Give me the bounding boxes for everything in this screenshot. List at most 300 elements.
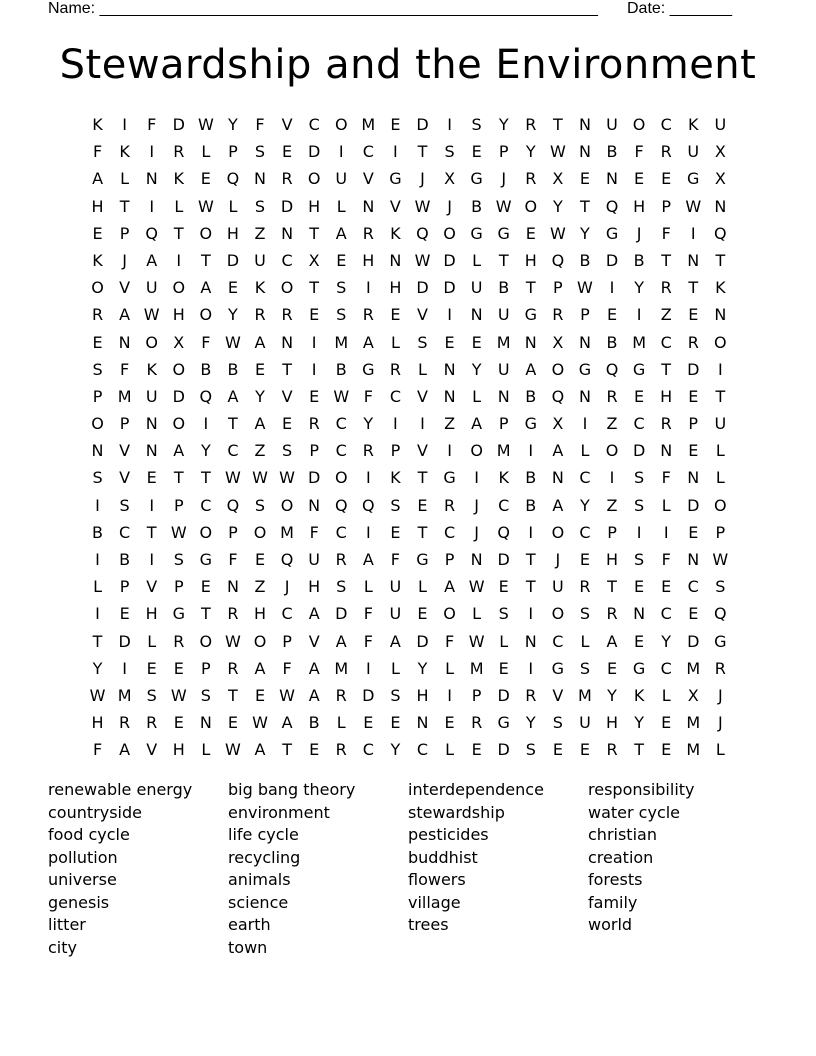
grid-letter[interactable]: O [253, 522, 267, 542]
grid-letter[interactable]: L [174, 196, 184, 216]
grid-letter[interactable]: R [281, 169, 293, 189]
grid-letter[interactable]: T [688, 278, 699, 298]
grid-letter[interactable]: Q [334, 495, 348, 515]
grid-letter[interactable]: B [308, 713, 320, 733]
grid-letter[interactable]: S [336, 305, 347, 325]
grid-letter[interactable]: E [282, 142, 293, 162]
grid-letter[interactable]: H [389, 278, 402, 298]
grid-letter[interactable]: F [661, 468, 671, 488]
grid-letter[interactable]: A [335, 223, 347, 243]
grid-letter[interactable]: Y [634, 713, 644, 733]
grid-letter[interactable]: S [200, 685, 211, 705]
grid-letter[interactable]: V [146, 577, 158, 597]
grid-letter[interactable]: W [333, 386, 350, 406]
grid-letter[interactable]: B [525, 495, 537, 515]
grid-letter[interactable]: E [552, 740, 563, 760]
grid-letter[interactable]: R [362, 441, 374, 461]
grid-letter[interactable]: D [687, 631, 700, 651]
grid-letter[interactable]: W [170, 522, 187, 542]
grid-letter[interactable]: L [445, 658, 455, 678]
grid-letter[interactable]: E [336, 250, 347, 270]
grid-letter[interactable]: L [336, 196, 346, 216]
grid-letter[interactable]: W [549, 142, 566, 162]
grid-letter[interactable]: M [496, 332, 511, 352]
grid-letter[interactable]: E [254, 550, 266, 569]
grid-letter[interactable]: B [606, 332, 618, 352]
grid-letter[interactable]: I [474, 468, 479, 488]
grid-letter[interactable]: A [606, 631, 618, 651]
grid-letter[interactable]: I [311, 359, 317, 379]
grid-letter[interactable]: L [120, 169, 130, 189]
grid-letter[interactable]: C [579, 522, 591, 542]
grid-letter[interactable]: E [579, 169, 590, 189]
grid-letter[interactable]: D [687, 359, 700, 379]
grid-letter[interactable]: I [122, 658, 127, 678]
grid-letter[interactable]: L [580, 631, 590, 651]
grid-letter[interactable]: R [308, 414, 320, 434]
grid-letter[interactable]: C [416, 740, 429, 760]
grid-letter[interactable]: R [146, 713, 158, 733]
grid-letter[interactable]: O [632, 115, 646, 134]
grid-letter[interactable]: Z [606, 414, 618, 434]
grid-letter[interactable]: U [145, 278, 158, 298]
grid-letter[interactable]: S [634, 550, 645, 569]
grid-letter[interactable]: I [95, 495, 100, 515]
grid-letter[interactable]: E [417, 495, 428, 515]
grid-letter[interactable]: Y [390, 740, 401, 760]
grid-letter[interactable]: E [309, 386, 320, 406]
grid-letter[interactable]: G [632, 359, 646, 379]
grid-letter[interactable]: P [688, 414, 699, 434]
grid-letter[interactable]: N [578, 386, 591, 406]
grid-letter[interactable]: W [225, 332, 241, 352]
grid-letter[interactable]: V [552, 685, 564, 705]
grid-letter[interactable]: O [524, 196, 538, 216]
grid-letter[interactable]: C [660, 332, 672, 352]
grid-letter[interactable]: I [663, 522, 669, 542]
grid-letter[interactable]: L [390, 332, 400, 352]
grid-letter[interactable]: O [280, 495, 294, 515]
grid-letter[interactable]: R [227, 604, 239, 624]
grid-letter[interactable]: P [498, 414, 509, 434]
grid-letter[interactable]: P [661, 196, 671, 216]
grid-letter[interactable]: N [660, 441, 673, 461]
grid-letter[interactable]: M [496, 441, 511, 461]
grid-letter[interactable]: N [91, 441, 104, 461]
grid-letter[interactable]: W [197, 115, 214, 134]
grid-letter[interactable]: E [227, 713, 238, 733]
grid-letter[interactable]: C [552, 631, 564, 651]
grid-letter[interactable]: G [714, 631, 727, 651]
grid-letter[interactable]: C [362, 142, 374, 162]
grid-letter[interactable]: E [634, 169, 645, 189]
grid-letter[interactable]: E [390, 522, 401, 542]
grid-letter[interactable]: W [577, 278, 593, 298]
grid-letter[interactable]: H [145, 604, 158, 624]
grid-letter[interactable]: F [363, 631, 373, 651]
grid-letter[interactable]: E [390, 115, 401, 134]
grid-letter[interactable]: U [470, 278, 483, 298]
grid-letter[interactable]: I [420, 414, 425, 434]
grid-letter[interactable]: L [499, 631, 509, 651]
grid-letter[interactable]: I [609, 278, 615, 298]
grid-letter[interactable]: P [173, 577, 184, 597]
grid-letter[interactable]: E [688, 604, 699, 624]
grid-letter[interactable]: S [119, 495, 130, 515]
grid-letter[interactable]: S [254, 495, 266, 515]
grid-letter[interactable]: O [172, 359, 186, 379]
grid-letter[interactable]: R [173, 631, 185, 651]
grid-letter[interactable]: M [117, 685, 132, 705]
grid-letter[interactable]: R [281, 305, 293, 325]
grid-letter[interactable]: S [336, 577, 347, 597]
grid-letter[interactable]: R [443, 495, 456, 515]
grid-letter[interactable]: W [89, 685, 106, 705]
grid-letter[interactable]: E [606, 658, 618, 678]
grid-letter[interactable]: T [228, 414, 238, 434]
grid-letter[interactable]: F [92, 740, 103, 760]
grid-letter[interactable]: Y [471, 359, 482, 379]
grid-letter[interactable]: J [501, 169, 507, 189]
grid-letter[interactable]: T [661, 250, 672, 270]
grid-letter[interactable]: G [497, 713, 510, 733]
grid-letter[interactable]: M [334, 332, 349, 352]
grid-letter[interactable]: V [281, 115, 293, 134]
grid-letter[interactable]: P [92, 386, 103, 406]
grid-letter[interactable]: B [498, 278, 510, 298]
grid-letter[interactable]: T [119, 196, 130, 216]
grid-letter[interactable]: Z [254, 577, 266, 597]
grid-letter[interactable]: I [447, 115, 452, 134]
grid-letter[interactable]: R [173, 142, 185, 162]
grid-letter[interactable]: I [528, 441, 534, 461]
grid-letter[interactable]: O [334, 468, 348, 488]
grid-letter[interactable]: U [579, 713, 591, 733]
grid-letter[interactable]: F [634, 142, 644, 162]
grid-letter[interactable]: D [605, 250, 619, 270]
grid-letter[interactable]: Y [363, 414, 374, 434]
grid-letter[interactable]: A [525, 359, 537, 379]
grid-letter[interactable]: E [579, 740, 590, 760]
grid-letter[interactable]: R [552, 305, 564, 325]
grid-letter[interactable]: S [471, 115, 482, 134]
grid-letter[interactable]: P [119, 414, 130, 434]
grid-letter[interactable]: R [335, 740, 347, 760]
grid-letter[interactable]: O [443, 223, 456, 243]
grid-letter[interactable]: G [524, 305, 537, 325]
grid-letter[interactable]: F [309, 522, 319, 542]
grid-letter[interactable]: A [200, 278, 212, 298]
grid-letter[interactable]: E [498, 577, 509, 597]
grid-letter[interactable]: P [444, 550, 455, 569]
grid-letter[interactable]: S [715, 577, 726, 597]
grid-letter[interactable]: C [660, 115, 672, 134]
grid-letter[interactable]: R [389, 359, 401, 379]
grid-letter[interactable]: Y [228, 305, 238, 325]
grid-letter[interactable]: A [308, 685, 320, 705]
grid-letter[interactable]: R [606, 740, 618, 760]
grid-letter[interactable]: L [715, 468, 725, 488]
grid-letter[interactable]: X [687, 685, 699, 705]
grid-letter[interactable]: P [119, 577, 130, 597]
grid-letter[interactable]: R [579, 577, 591, 597]
grid-letter[interactable]: A [254, 658, 266, 678]
grid-letter[interactable]: H [660, 386, 673, 406]
grid-letter[interactable]: I [203, 414, 209, 434]
grid-letter[interactable]: U [714, 414, 727, 434]
grid-letter[interactable]: Z [444, 414, 456, 434]
grid-letter[interactable]: D [308, 142, 321, 162]
grid-letter[interactable]: T [173, 223, 184, 243]
grid-letter[interactable]: T [525, 577, 536, 597]
grid-letter[interactable]: K [146, 359, 157, 379]
grid-letter[interactable]: F [390, 550, 400, 569]
grid-letter[interactable]: Q [497, 522, 510, 542]
grid-letter[interactable]: U [308, 550, 321, 569]
grid-letter[interactable]: H [308, 196, 321, 216]
grid-letter[interactable]: T [715, 386, 726, 406]
grid-letter[interactable]: T [715, 250, 726, 270]
grid-letter[interactable]: N [281, 332, 294, 352]
grid-letter[interactable]: D [226, 250, 240, 270]
grid-letter[interactable]: Q [416, 223, 429, 243]
grid-letter[interactable]: O [199, 522, 213, 542]
grid-letter[interactable]: C [633, 414, 645, 434]
grid-letter[interactable]: H [91, 713, 104, 733]
grid-letter[interactable]: G [470, 223, 483, 243]
grid-letter[interactable]: C [227, 441, 239, 461]
grid-letter[interactable]: S [92, 468, 103, 488]
grid-letter[interactable]: J [474, 522, 479, 542]
grid-letter[interactable]: L [661, 685, 671, 705]
grid-letter[interactable]: W [495, 196, 512, 216]
grid-letter[interactable]: X [552, 169, 564, 189]
grid-letter[interactable]: O [199, 631, 213, 651]
grid-letter[interactable]: E [309, 305, 320, 325]
grid-letter[interactable]: V [417, 305, 428, 325]
grid-letter[interactable]: X [552, 414, 564, 434]
grid-letter[interactable]: J [717, 713, 723, 733]
grid-letter[interactable]: Y [200, 441, 211, 461]
grid-letter[interactable]: Q [199, 386, 213, 406]
grid-letter[interactable]: T [146, 522, 157, 542]
grid-letter[interactable]: A [471, 414, 483, 434]
grid-letter[interactable]: G [362, 359, 375, 379]
grid-letter[interactable]: J [122, 250, 127, 270]
grid-letter[interactable]: T [282, 359, 292, 379]
grid-letter[interactable]: T [525, 550, 536, 569]
grid-letter[interactable]: R [91, 305, 104, 325]
grid-letter[interactable]: A [552, 441, 564, 461]
grid-letter[interactable]: F [282, 658, 292, 678]
grid-letter[interactable]: O [334, 115, 348, 134]
grid-letter[interactable]: L [715, 441, 725, 461]
grid-letter[interactable]: I [447, 685, 452, 705]
grid-letter[interactable]: X [308, 250, 320, 270]
grid-letter[interactable]: W [414, 250, 431, 270]
grid-letter[interactable]: R [254, 305, 266, 325]
grid-letter[interactable]: M [280, 522, 294, 542]
grid-letter[interactable]: W [170, 685, 187, 705]
grid-letter[interactable]: H [172, 740, 185, 760]
grid-letter[interactable]: L [201, 740, 211, 760]
grid-letter[interactable]: Q [714, 223, 727, 243]
grid-letter[interactable]: N [470, 305, 483, 325]
grid-letter[interactable]: U [552, 577, 564, 597]
grid-letter[interactable]: O [199, 305, 213, 325]
grid-letter[interactable]: M [632, 332, 646, 352]
grid-letter[interactable]: U [389, 577, 402, 597]
grid-letter[interactable]: P [173, 495, 184, 515]
grid-letter[interactable]: A [308, 604, 320, 624]
grid-letter[interactable]: T [552, 115, 563, 134]
grid-letter[interactable]: N [714, 305, 727, 325]
grid-letter[interactable]: W [279, 468, 295, 488]
grid-letter[interactable]: E [282, 414, 293, 434]
grid-letter[interactable]: I [717, 359, 723, 379]
grid-letter[interactable]: E [525, 223, 536, 243]
grid-letter[interactable]: W [549, 223, 566, 243]
grid-letter[interactable]: G [172, 604, 185, 624]
grid-letter[interactable]: C [308, 115, 320, 134]
grid-letter[interactable]: O [91, 278, 104, 298]
grid-letter[interactable]: G [524, 414, 537, 434]
grid-letter[interactable]: I [365, 522, 371, 542]
grid-letter[interactable]: I [149, 550, 155, 569]
grid-letter[interactable]: R [714, 658, 726, 678]
grid-letter[interactable]: A [254, 332, 266, 352]
grid-letter[interactable]: F [363, 604, 373, 624]
grid-letter[interactable]: H [172, 305, 185, 325]
grid-letter[interactable]: Q [714, 604, 727, 624]
grid-letter[interactable]: A [227, 386, 239, 406]
grid-letter[interactable]: T [417, 468, 428, 488]
grid-letter[interactable]: I [176, 250, 182, 270]
grid-letter[interactable]: L [472, 604, 482, 624]
grid-letter[interactable]: F [363, 386, 373, 406]
grid-letter[interactable]: R [687, 332, 699, 352]
grid-letter[interactable]: N [606, 169, 618, 189]
grid-letter[interactable]: A [119, 740, 131, 760]
grid-letter[interactable]: W [143, 305, 160, 325]
grid-letter[interactable]: I [149, 196, 155, 216]
grid-letter[interactable]: C [335, 441, 347, 461]
date-field[interactable]: Date: _______ [627, 0, 732, 17]
grid-letter[interactable]: H [416, 685, 429, 705]
grid-letter[interactable]: T [173, 468, 184, 488]
grid-letter[interactable]: O [145, 332, 158, 352]
grid-letter[interactable]: K [173, 169, 185, 189]
grid-letter[interactable]: R [525, 685, 537, 705]
grid-letter[interactable]: G [578, 359, 592, 379]
grid-letter[interactable]: Z [254, 223, 266, 243]
grid-letter[interactable]: N [145, 414, 158, 434]
grid-letter[interactable]: E [634, 386, 645, 406]
grid-letter[interactable]: G [497, 223, 510, 243]
grid-letter[interactable]: A [92, 169, 104, 189]
grid-letter[interactable]: Y [525, 142, 536, 162]
grid-letter[interactable]: U [714, 115, 727, 134]
grid-letter[interactable]: D [280, 196, 294, 216]
grid-letter[interactable]: V [417, 386, 428, 406]
grid-letter[interactable]: J [420, 169, 425, 189]
grid-letter[interactable]: E [173, 658, 184, 678]
grid-letter[interactable]: J [474, 495, 479, 515]
grid-letter[interactable]: G [416, 550, 429, 569]
grid-letter[interactable]: I [636, 305, 642, 325]
grid-letter[interactable]: V [119, 278, 131, 298]
grid-letter[interactable]: E [200, 169, 211, 189]
grid-letter[interactable]: N [524, 631, 537, 651]
grid-letter[interactable]: I [609, 468, 615, 488]
grid-letter[interactable]: F [661, 550, 671, 569]
grid-letter[interactable]: H [606, 550, 619, 569]
grid-letter[interactable]: K [254, 278, 266, 298]
grid-letter[interactable]: H [633, 196, 646, 216]
grid-letter[interactable]: R [362, 223, 374, 243]
grid-letter[interactable]: C [362, 740, 374, 760]
grid-letter[interactable]: G [389, 169, 402, 189]
grid-letter[interactable]: T [417, 522, 428, 542]
grid-letter[interactable]: W [279, 685, 295, 705]
grid-letter[interactable]: E [146, 468, 157, 488]
grid-letter[interactable]: T [200, 250, 211, 270]
grid-letter[interactable]: B [227, 359, 239, 379]
grid-letter[interactable]: E [227, 278, 238, 298]
grid-letter[interactable]: O [253, 631, 267, 651]
grid-letter[interactable]: O [605, 441, 619, 461]
grid-letter[interactable]: X [714, 169, 726, 189]
grid-letter[interactable]: E [363, 713, 374, 733]
grid-letter[interactable]: K [715, 278, 726, 298]
grid-letter[interactable]: N [714, 196, 727, 216]
grid-letter[interactable]: E [390, 713, 401, 733]
grid-letter[interactable]: R [362, 305, 374, 325]
grid-letter[interactable]: D [172, 115, 185, 134]
grid-letter[interactable]: K [390, 223, 401, 243]
grid-letter[interactable]: F [120, 359, 130, 379]
grid-letter[interactable]: T [200, 604, 211, 624]
grid-letter[interactable]: R [660, 278, 672, 298]
grid-letter[interactable]: B [471, 196, 483, 216]
grid-letter[interactable]: S [146, 685, 157, 705]
grid-letter[interactable]: P [607, 522, 617, 542]
grid-letter[interactable]: B [525, 386, 537, 406]
grid-letter[interactable]: T [498, 250, 509, 270]
grid-letter[interactable]: N [443, 386, 456, 406]
grid-letter[interactable]: B [119, 550, 131, 569]
grid-letter[interactable]: G [687, 169, 700, 189]
grid-letter[interactable]: H [91, 196, 104, 216]
grid-letter[interactable]: I [95, 550, 100, 569]
grid-letter[interactable]: H [226, 223, 239, 243]
grid-letter[interactable]: L [418, 359, 427, 379]
grid-letter[interactable]: P [580, 305, 590, 325]
grid-letter[interactable]: E [417, 604, 428, 624]
grid-letter[interactable]: I [447, 441, 452, 461]
grid-letter[interactable]: O [199, 223, 213, 243]
grid-letter[interactable]: O [714, 495, 727, 515]
grid-letter[interactable]: A [173, 441, 185, 461]
grid-letter[interactable]: N [308, 495, 321, 515]
grid-letter[interactable]: S [444, 142, 455, 162]
grid-letter[interactable]: R [606, 604, 618, 624]
grid-letter[interactable]: W [252, 468, 268, 488]
grid-letter[interactable]: C [335, 414, 347, 434]
grid-letter[interactable]: S [634, 468, 645, 488]
grid-letter[interactable]: N [524, 332, 537, 352]
grid-letter[interactable]: S [254, 196, 266, 216]
